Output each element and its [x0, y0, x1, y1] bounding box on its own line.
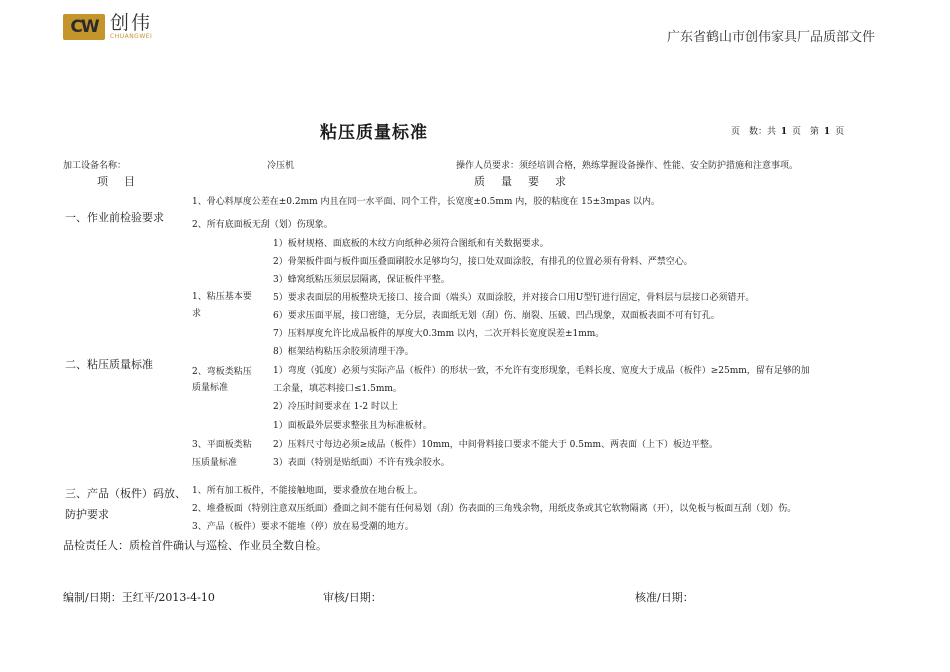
section-3-title: 三、产品（板件）码放、 — [65, 487, 186, 500]
subsection-2-line: 工余量，填芯料接口≤1.5mm。 — [273, 384, 402, 394]
equipment-value: 冷压机 — [267, 161, 295, 171]
section-2-title: 二、粘压质量标准 — [65, 358, 153, 371]
prepared-by-date: 编制/日期：王红平/2013-4-10 — [63, 591, 215, 604]
subsection-2-line: 1）弯度（弧度）必须与实际产品（板件）的形状一致，不允许有变形现象，毛料长度、宽度大于成品（板件）≥25mm，留有足够的加 — [273, 366, 810, 376]
subsection-2-title: 2、弯板类粘压 — [192, 367, 252, 377]
subsection-3-line: 1）面板最外层要求整张且为标准板材。 — [273, 421, 432, 431]
section-3-line: 1、所有加工板件，不能接触地面，要求叠放在地台板上。 — [192, 486, 423, 496]
company-department: 广东省鹤山市创伟家具厂品质部文件 — [666, 30, 875, 45]
section-1-line: 2、所有底面板无刮（划）伤现象。 — [192, 220, 333, 230]
section-3-line: 3、产品（板件）要求不能堆（停）放在易受潮的地方。 — [192, 522, 414, 532]
section-3-line: 2、堆叠板面（特别注意双压纸面）叠面之间不能有任何易划（刮）伤表面的三角残余物，用纸皮条或其它软物隔离（开），以免板与板面互刮（划）伤。 — [192, 504, 797, 514]
subsection-1-line: 3）蜂窝纸粘压须层层隔离，保证板件平整。 — [273, 275, 450, 285]
subsection-1-line: 2）骨架板件面与板件面压叠面刷胶水足够均匀，接口处双面涂胶，有排孔的位置必须有骨料、严禁空心。 — [273, 257, 693, 267]
logo-mark: CW — [63, 14, 105, 40]
reviewed-by-date: 审核/日期： — [323, 591, 382, 604]
subsection-1-line: 1）板材规格、面底板的木纹方向纸种必须符合图纸和有关数据要求。 — [273, 239, 549, 249]
subsection-3-title: 3、平面板类粘 — [192, 440, 252, 450]
equipment-label: 加工设备名称： — [63, 161, 127, 171]
subsection-3-line: 3）表面（特别是贴纸面）不许有残余胶水。 — [273, 458, 450, 468]
approved-by-date: 核准/日期： — [635, 591, 694, 604]
subsection-1-title: 求 — [192, 309, 202, 319]
column-header-item: 项目 — [97, 175, 151, 188]
subsection-1-line: 5）要求表面层的用板整块无接口、接合面（端头）双面涂胶，并对接合口用U型钉进行固定，骨料层与层接口必须错开。 — [273, 293, 755, 303]
company-logo — [63, 14, 171, 40]
document-title: 粘压质量标准 — [320, 123, 428, 143]
subsection-1-line: 7）压料厚度允许比成品板件的厚度大0.3mm 以内，二次开料长宽度误差±1mm。 — [273, 329, 605, 339]
section-3-title: 防护要求 — [65, 508, 109, 521]
operator-requirement: 操作人员要求：须经培训合格，熟练掌握设备操作、性能、安全防护措施和注意事项。 — [456, 161, 799, 171]
subsection-2-title: 质量标准 — [192, 383, 229, 393]
subsection-1-line: 8）框架结构粘压余胶须清理干净。 — [273, 347, 414, 357]
subsection-2-line: 2）冷压时间要求在 1-2 时以上 — [273, 402, 398, 412]
subsection-1-title: 1、粘压基本要 — [192, 292, 252, 302]
subsection-1-line: 6）要求压面平展，接口密缝，无分层，表面纸无划（刮）伤、崩裂、压破、凹凸现象，双面板表面不可有钉孔。 — [273, 311, 720, 321]
page-info: 页 数：共 1 页 第 1 页 — [731, 127, 845, 137]
logo-chinese-name: 创伟 — [110, 12, 153, 34]
column-header-requirement: 质量要求 — [474, 175, 582, 188]
section-1-title: 一、作业前检验要求 — [65, 211, 164, 224]
logo-english-name: CHUANGWEI — [110, 33, 153, 40]
subsection-3-line: 2）压料尺寸每边必须≥成品（板件）10mm，中间骨料接口要求不能大于 0.5mm、两表面（上下）板边平整。 — [273, 440, 719, 450]
quality-responsible: 品检责任人：质检首件确认与巡检、作业员全数自检。 — [63, 539, 327, 552]
subsection-3-title: 压质量标准 — [192, 458, 238, 468]
section-1-line: 1、骨心料厚度公差在±0.2mm 内且在同一水平面、同个工件，长宽度±0.5mm 内，胶的粘度在 15±3mpas 以内。 — [192, 197, 661, 207]
